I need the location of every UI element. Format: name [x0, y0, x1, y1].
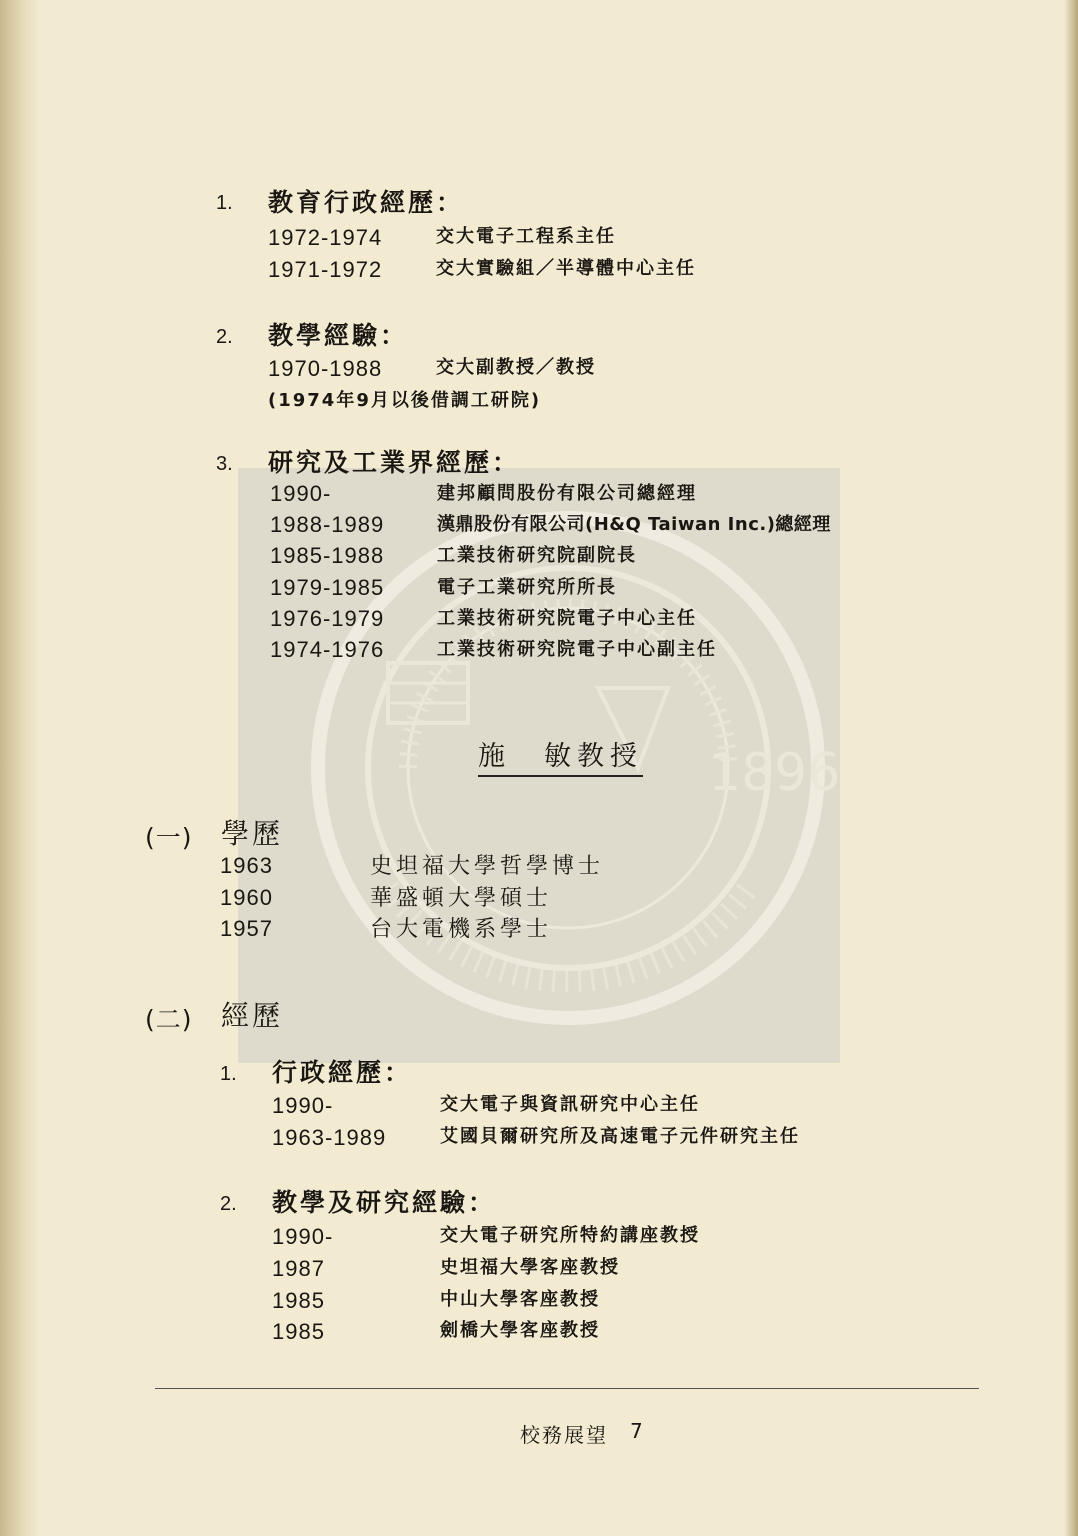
item1-number: 1.	[216, 192, 233, 214]
item3-row4-years: 1979-1985	[270, 575, 385, 600]
exp-item2-row3-years: 1985	[272, 1288, 325, 1313]
education-row3-desc: 台大電機系學士	[370, 917, 553, 942]
education-row1-year: 1963	[220, 853, 273, 878]
item3-row4-desc: 電子工業研究所所長	[437, 577, 617, 598]
exp-item1-row2-desc: 艾國貝爾研究所及高速電子元件研究主任	[440, 1126, 800, 1147]
item1-row2-years: 1971-1972	[268, 257, 383, 282]
page-shadow-right	[1064, 0, 1078, 1536]
exp-item2-row1-years: 1990-	[272, 1224, 334, 1249]
item3-row6-desc: 工業技術研究院電子中心副主任	[437, 639, 717, 660]
experience-section-title: 經歷	[221, 999, 284, 1032]
item1-row2-desc: 交大實驗組／半導體中心主任	[436, 258, 696, 279]
education-section-label: (一)	[145, 823, 193, 852]
item3-row6-years: 1974-1976	[270, 637, 385, 662]
seal-year-text: 1896	[708, 743, 840, 803]
exp-item2-row3-desc: 中山大學客座教授	[440, 1289, 600, 1310]
exp-item2-row4-years: 1985	[272, 1319, 325, 1344]
exp-item2-row2-desc: 史坦福大學客座教授	[440, 1257, 620, 1278]
item2-row1-desc: 交大副教授／教授	[436, 357, 596, 378]
item3-number: 3.	[216, 453, 233, 475]
item2-row1-years: 1970-1988	[268, 356, 383, 381]
item1-row1-years: 1972-1974	[268, 225, 383, 250]
experience-section-label: (二)	[145, 1005, 193, 1034]
exp-item1-row1-desc: 交大電子與資訊研究中心主任	[440, 1094, 700, 1115]
education-section-title: 學歷	[221, 817, 284, 850]
item3-row5-years: 1976-1979	[270, 606, 385, 631]
item2-title: 教學經驗：	[268, 321, 409, 350]
exp-item1-number: 1.	[220, 1063, 237, 1085]
item3-row5-desc: 工業技術研究院電子中心主任	[437, 608, 697, 629]
item3-row3-years: 1985-1988	[270, 543, 385, 568]
footer-running-title: 校務展望	[520, 1423, 608, 1447]
exp-item1-row2-years: 1963-1989	[272, 1125, 387, 1150]
item3-row2-desc: 漢鼎股份有限公司(H&Q Taiwan Inc.)總經理	[437, 514, 831, 535]
item1-title: 教育行政經歷：	[268, 188, 465, 217]
page-shadow-left	[0, 0, 40, 1536]
exp-item2-row1-desc: 交大電子研究所特約講座教授	[440, 1225, 700, 1246]
item2-note: (1974年9月以後借調工研院)	[268, 390, 542, 411]
item3-row3-desc: 工業技術研究院副院長	[437, 545, 637, 566]
exp-item2-row2-years: 1987	[272, 1256, 325, 1281]
exp-item1-row1-years: 1990-	[272, 1093, 334, 1118]
item3-title: 研究及工業界經歷：	[268, 448, 521, 477]
education-row2-desc: 華盛頓大學碩士	[370, 886, 553, 911]
education-row1-desc: 史坦福大學哲學博士	[370, 854, 605, 879]
exp-item1-title: 行政經歷：	[272, 1058, 413, 1087]
exp-item2-title: 教學及研究經驗：	[272, 1188, 497, 1217]
item3-row1-desc: 建邦顧問股份有限公司總經理	[437, 483, 697, 504]
education-row2-year: 1960	[220, 885, 273, 910]
item2-number: 2.	[216, 326, 233, 348]
footer-page-number: 7	[630, 1419, 645, 1443]
professor-name-title: 施 敏教授	[478, 734, 643, 777]
exp-item2-number: 2.	[220, 1193, 237, 1215]
item3-row2-years: 1988-1989	[270, 512, 385, 537]
education-row3-year: 1957	[220, 916, 273, 941]
item3-row1-years: 1990-	[270, 481, 332, 506]
exp-item2-row4-desc: 劍橋大學客座教授	[440, 1320, 600, 1341]
item1-row1-desc: 交大電子工程系主任	[436, 226, 616, 247]
footer-rule	[155, 1388, 979, 1389]
